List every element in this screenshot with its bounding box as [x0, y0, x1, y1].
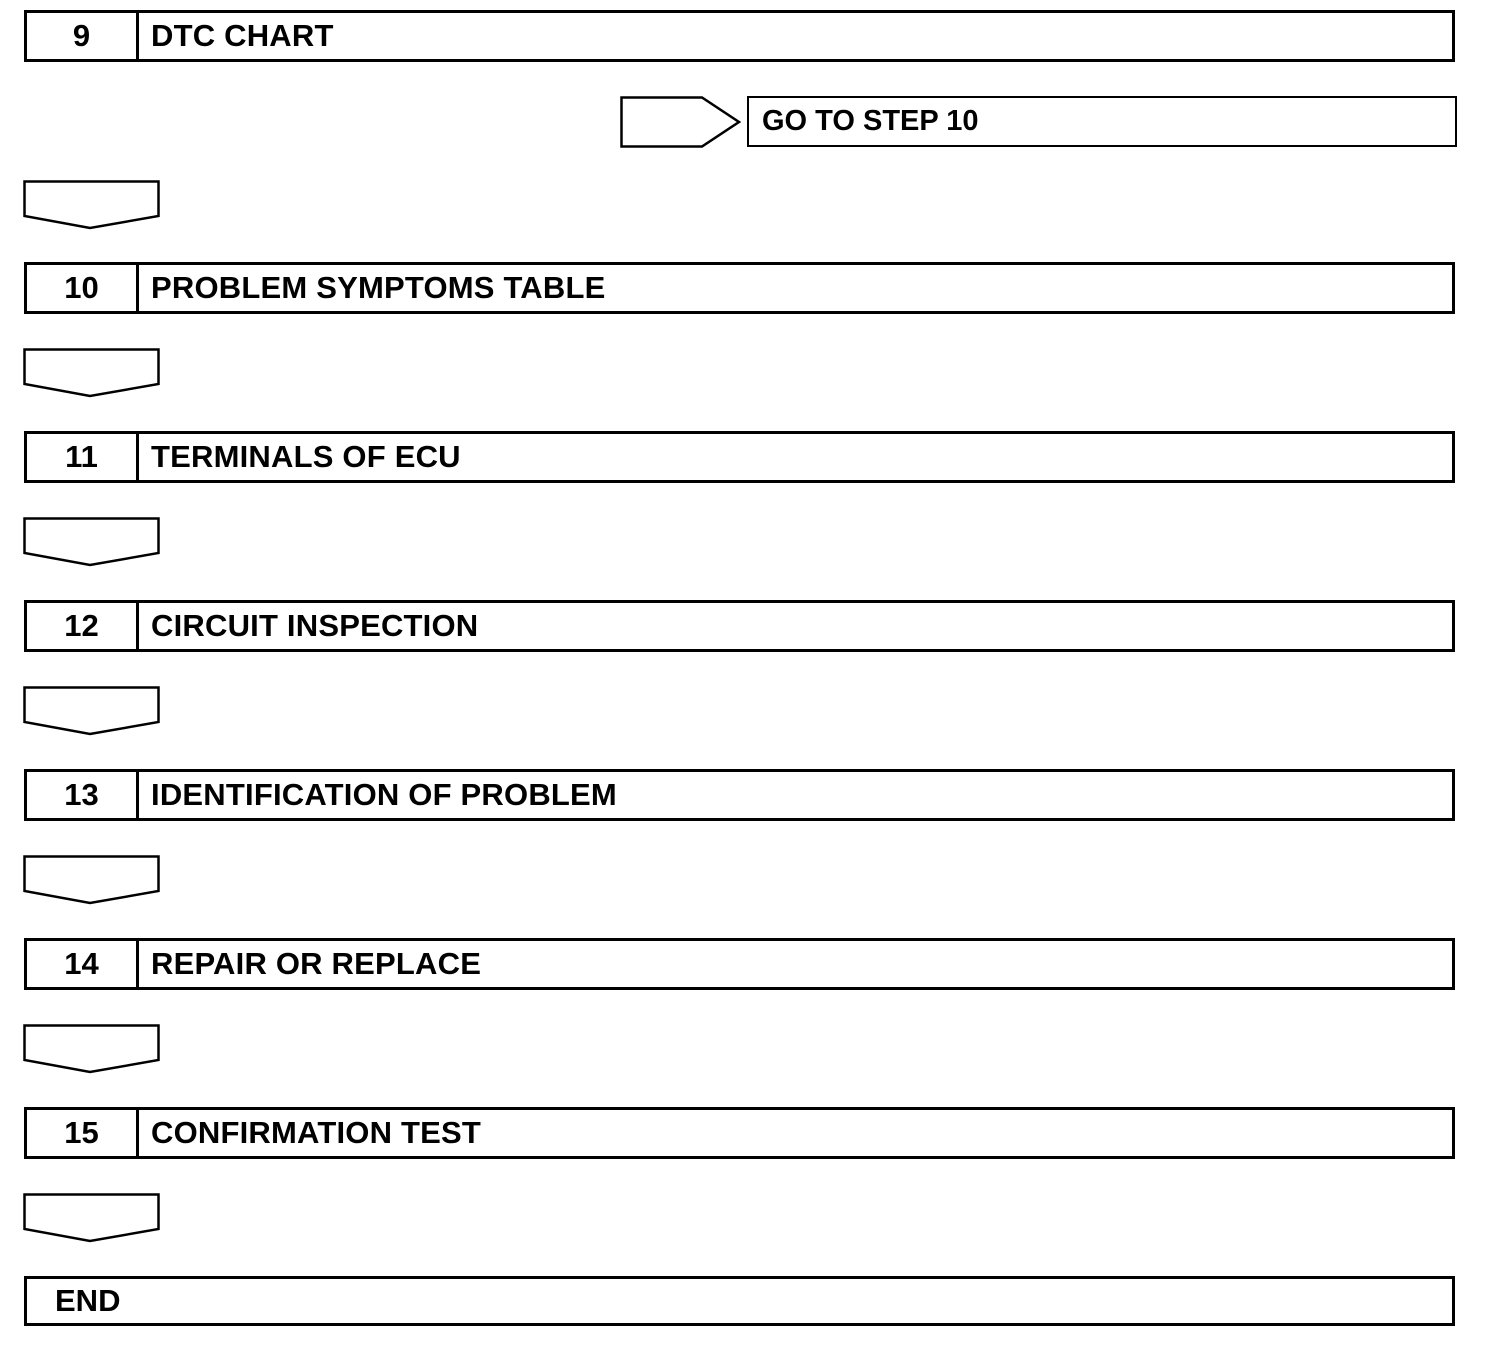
step-10-box: [24, 262, 1455, 314]
step-title: DTC CHART: [151, 18, 334, 53]
step-9-box: [24, 10, 1455, 62]
step-number: 14: [27, 941, 139, 987]
right-arrow-icon: [620, 96, 742, 148]
step-13-box: [24, 769, 1455, 821]
step-title: CIRCUIT INSPECTION: [151, 608, 479, 643]
down-arrow-icon: [23, 1193, 160, 1243]
goto-step-label: GO TO STEP 10: [762, 105, 979, 137]
step-15-box: [24, 1107, 1455, 1159]
step-title: TERMINALS OF ECU: [151, 439, 461, 474]
step-title: PROBLEM SYMPTOMS TABLE: [151, 270, 606, 305]
step-14-box: [24, 938, 1455, 990]
down-arrow-icon: [23, 517, 160, 567]
step-number: 12: [27, 603, 139, 649]
step-11-box: [24, 431, 1455, 483]
step-title: IDENTIFICATION OF PROBLEM: [151, 777, 617, 812]
step-number: 10: [27, 265, 139, 311]
down-arrow-icon: [23, 855, 160, 905]
down-arrow-icon: [23, 686, 160, 736]
step-number: 11: [27, 434, 139, 480]
step-number: 9: [27, 13, 139, 59]
end-box: [24, 1276, 1455, 1326]
down-arrow-icon: [23, 348, 160, 398]
down-arrow-icon: [23, 180, 160, 230]
end-label: END: [55, 1283, 121, 1318]
step-12-box: [24, 600, 1455, 652]
step-number: 13: [27, 772, 139, 818]
goto-step-box: [747, 96, 1457, 147]
step-number: 15: [27, 1110, 139, 1156]
step-title: CONFIRMATION TEST: [151, 1115, 482, 1150]
step-title: REPAIR OR REPLACE: [151, 946, 482, 981]
down-arrow-icon: [23, 1024, 160, 1074]
